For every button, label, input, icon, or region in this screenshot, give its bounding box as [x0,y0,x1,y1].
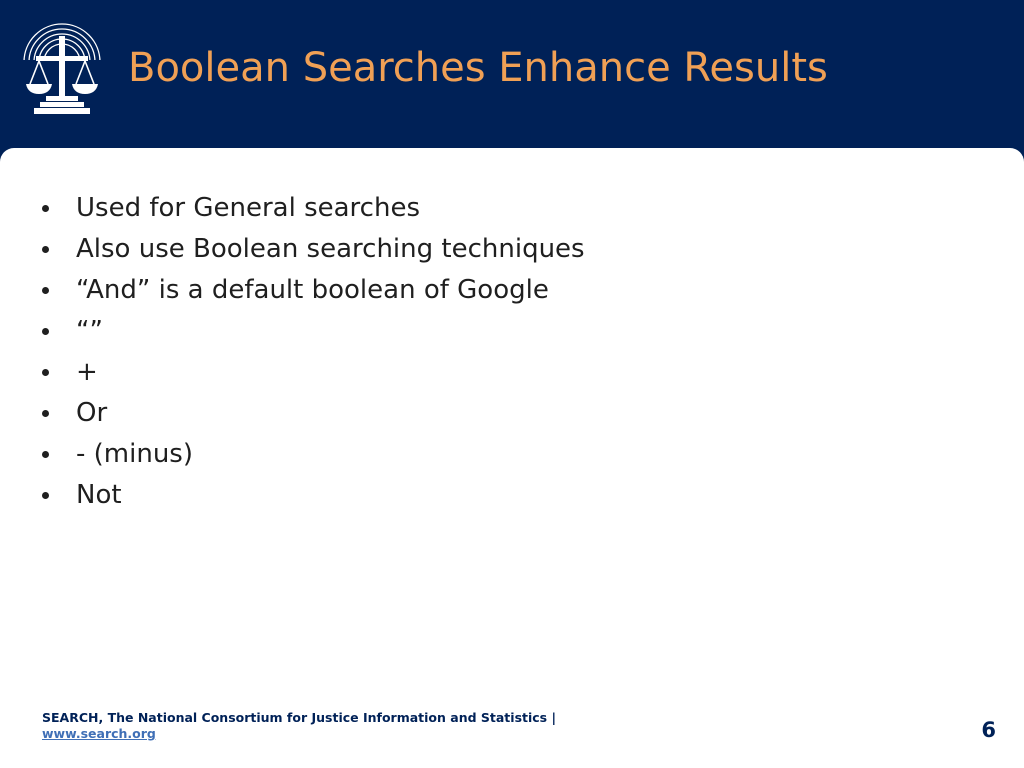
bullet-list [40,188,585,516]
slide-title: Boolean Searches Enhance Results [128,45,828,91]
slide-number: 6 [981,718,996,742]
bullet-text: Not [76,480,122,510]
bullet-icon [42,410,49,417]
bullet-text: Used for General searches [76,193,420,223]
bullet-icon [42,492,49,499]
list-item [40,311,585,352]
list-item [40,475,585,516]
bullet-text: Or [76,398,108,428]
bullet-icon [42,287,49,294]
bullet-text: “And” is a default boolean of Google [76,275,549,305]
list-item [40,229,585,270]
footer-website-link[interactable]: www.search.org [42,726,156,741]
footer-organization: SEARCH, The National Consortium for Justice Information and Statistics | [42,710,557,725]
slide-header [0,0,1024,150]
content-panel [0,148,1024,768]
bullet-icon [42,369,49,376]
bullet-text: “” [76,316,103,346]
list-item [40,270,585,311]
bullet-text: + [76,357,98,387]
bullet-icon [42,328,49,335]
bullet-text: Also use Boolean searching techniques [76,234,585,264]
list-item [40,352,585,393]
justice-scales-logo-icon [22,22,102,116]
list-item [40,434,585,475]
list-item [40,393,585,434]
bullet-icon [42,246,49,253]
bullet-text: - (minus) [76,439,193,469]
list-item [40,188,585,229]
bullet-icon [42,205,49,212]
bullet-icon [42,451,49,458]
